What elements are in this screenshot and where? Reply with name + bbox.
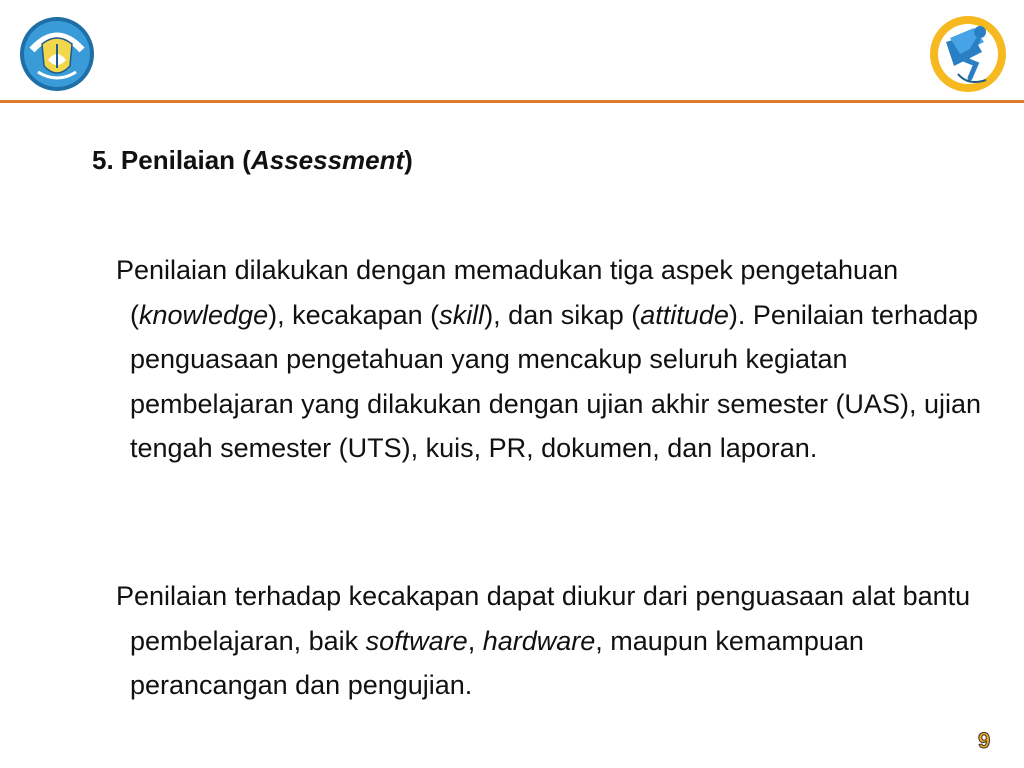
paragraph-assessment-aspects: [116, 248, 990, 471]
text-segment: Penilaian terhadap kecakapan dapat diukur dari penguasaan alat bantu pembelajaran, baik: [116, 581, 971, 656]
italic-term: knowledge: [139, 299, 269, 330]
paragraph-skill-assessment: [116, 574, 990, 708]
heading-prefix: 5. Penilaian (: [92, 145, 251, 175]
text-segment: ), kecakapan (: [268, 299, 440, 330]
text-segment: ,: [467, 625, 483, 656]
slide-heading: [92, 145, 413, 176]
italic-term: hardware: [482, 625, 596, 656]
italic-term: skill: [439, 299, 485, 330]
italic-term: attitude: [640, 299, 729, 330]
kurikulum-2013-logo-icon: [928, 12, 1012, 98]
tut-wuri-handayani-emblem-icon: [18, 14, 96, 94]
heading-suffix: ): [404, 145, 413, 175]
text-segment: , maupun kemampuan perancangan dan pengujian.: [130, 625, 864, 700]
italic-term: software: [365, 625, 468, 656]
text-segment: ). Penilaian terhadap penguasaan pengetahuan yang mencakup seluruh kegiatan pembelajaran yang dilakukan dengan ujian akhir semester (UAS), ujian tengah semester (UTS), kuis, PR, dokumen, dan laporan.: [130, 299, 981, 463]
page-number: 9: [978, 728, 991, 753]
header-divider: [0, 100, 1024, 103]
text-segment: Penilaian dilakukan dengan memadukan tiga aspek pengetahuan (: [116, 255, 899, 330]
text-segment: ), dan sikap (: [484, 299, 641, 330]
heading-italic: Assessment: [250, 145, 405, 175]
